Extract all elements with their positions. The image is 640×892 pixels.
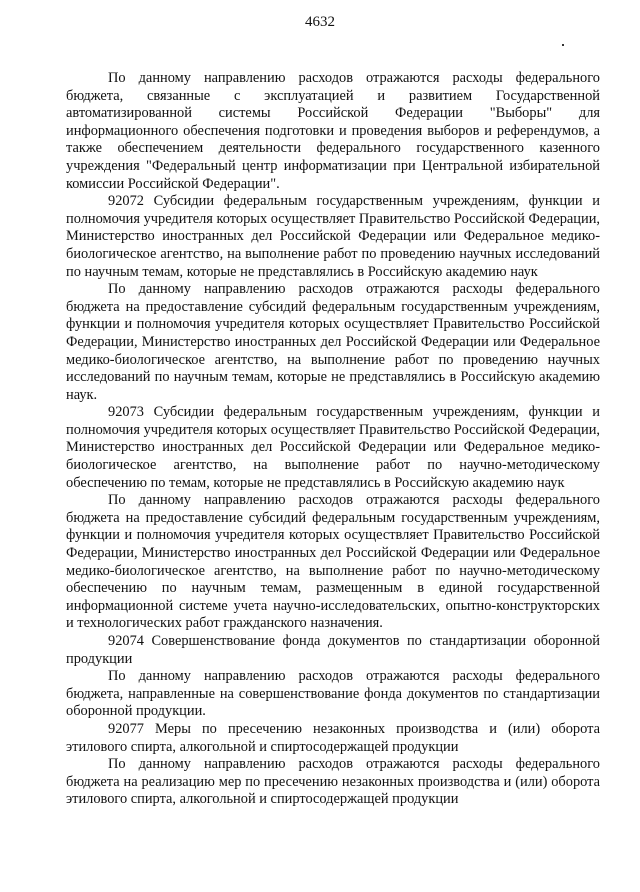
paragraph-description-92074: По данному направлению расходов отражаются расходы федерального бюджета, направленные на совершенствование фонда документов по стандартизации оборонной продукции. [66,668,600,720]
scan-artifact-dot [562,44,564,46]
paragraph-code-92072: 92072 Субсидии федеральным государственным учреждениям, функции и полномочия учредителя которых осуществляет Правительство Российской Федерации, Министерство иностранных дел Российской Федерации или Федеральное медико-биологическое агентство, на выполнение работ по проведению научных исследований по научным темам, которые не представлялись в Российскую академию наук [66,193,600,280]
paragraph-description-92072: По данному направлению расходов отражаются расходы федерального бюджета на предоставление субсидий федеральным государственным учреждениям, функции и полномочия учредителя которых осуществляет Правительство Российской Федерации, Министерство иностранных дел Российской Федерации или Федеральное медико-биологическое агентство, на выполнение работ по проведению научных исследований по научным темам, которые не представлялись в Российскую академию наук. [66,281,600,403]
paragraph-description-92077: По данному направлению расходов отражаются расходы федерального бюджета на реализацию мер по пресечению незаконных производства и (или) оборота этилового спирта, алкогольной и спиртосодержащей продукции [66,756,600,808]
paragraph-code-92073: 92073 Субсидии федеральным государственным учреждениям, функции и полномочия учредителя которых осуществляет Правительство Российской Федерации, Министерство иностранных дел Российской Федерации или Федеральное медико-биологическое агентство, на выполнение работ по научно-методическому обеспечению по темам, которые не представлялись в Российскую академию наук [66,404,600,491]
page-number: 4632 [305,14,335,30]
paragraph-code-92077: 92077 Меры по пресечению незаконных производства и (или) оборота этилового спирта, алкогольной и спиртосодержащей продукции [66,720,600,755]
paragraph-description-vybory: По данному направлению расходов отражаются расходы федерального бюджета, связанные с эксплуатацией и развитием Государственной автоматизированной системы Российской Федерации "Выборы" для информационного обеспечения подготовки и проведения выборов и референдумов, а также обеспечением деятельности федерального государственного казенного учреждения "Федеральный центр информатизации при Центральной избирательной комиссии Российской Федерации". [66,70,600,192]
paragraph-code-92074: 92074 Совершенствование фонда документов по стандартизации оборонной продукции [66,633,600,667]
paragraph-description-92073: По данному направлению расходов отражаются расходы федерального бюджета на предоставление субсидий федеральным государственным учреждениям, функции и полномочия учредителя которых осуществляет Правительство Российской Федерации, Министерство иностранных дел Российской Федерации или Федеральное медико-биологическое агентство, на выполнение работ по научно-методическому обеспечению по научным темам, размещенным в единой государственной информационной системе учета научно-исследовательских, опытно-конструкторских и технологических работ гражданского назначения. [66,492,600,632]
document-body [66,70,600,809]
